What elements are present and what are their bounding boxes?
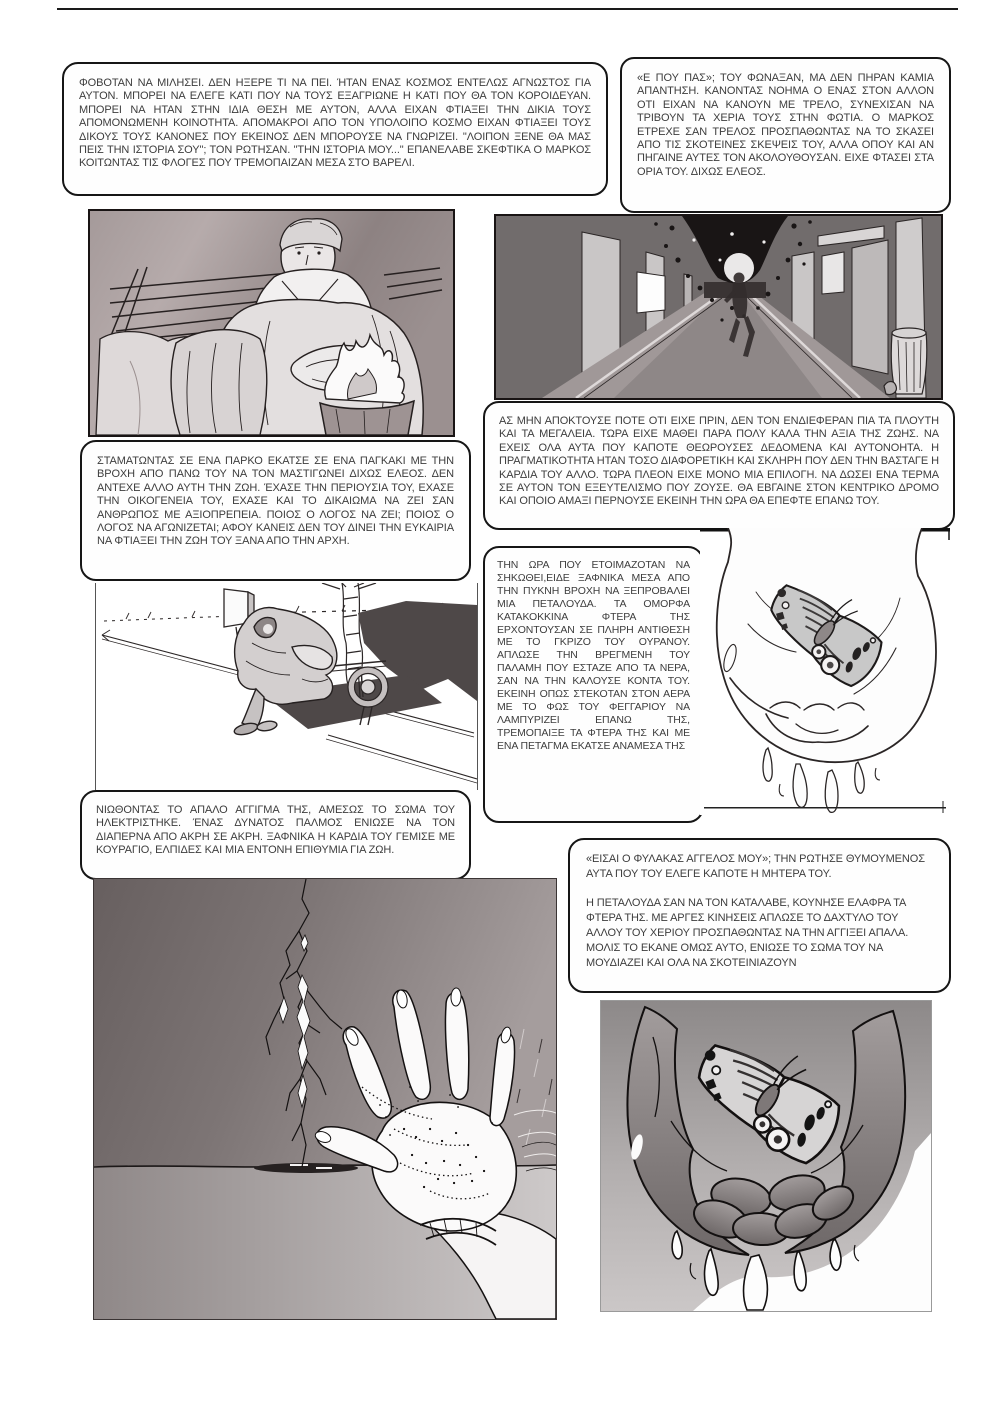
panel-hunched-on-bench <box>95 583 478 790</box>
caption-park-bench: ΣΤΑΜΑΤΩΝΤΑΣ ΣΕ ΕΝΑ ΠΑΡΚΟ ΕΚΑΤΣΕ ΣΕ ΕΝΑ ΠΑΓΚΑΚΙ ΜΕ ΤΗΝ ΒΡΟΧΗ ΑΠΟ ΠΑΝΩ ΤΟΥ ΝΑ ΤΟΝ ΜΑΣΤΙΓΩΝΕΙ ΔΙΧΩΣ ΕΛΕΟΣ. ΔΕΝ ΑΝΤΕΧΕ ΑΛΛΟ ΑΥΤΗ ΤΗΝ ΖΩΗ. ΈΧΑΣΕ ΤΗΝ ΠΕΡΙΟΥΣΙΑ ΤΟΥ, ΕΧΑΣΕ ΤΗΝ ΟΙΚΟΓΕΝΕΙΑ ΤΟΥ, ΕΧΑΣΕ ΚΑΙ ΤΟ ΔΙΚΑΙΩΜΑ ΝΑ ΖΕΙ ΣΑΝ ΑΝΘΡΩΠΟΣ ΜΕ ΑΞΙΟΠΡΕΠΕΙΑ. ΠΟΙΟΣ Ο ΛΟΓΟΣ ΝΑ ΖΕΙ; ΠΟΙΟΣ Ο ΛΟΓΟΣ ΝΑ ΑΓΩΝΙΖΕΤΑΙ; ΑΦΟΥ ΚΑΝΕΙΣ ΔΕΝ ΤΟΥ ΔΙΝΕΙ ΤΗΝ ΕΥΚΑΙΡΙΑ ΝΑ ΦΤΙΑΞΕΙ ΤΗΝ ΖΩΗ ΤΟΥ ΞΑΝΑ ΑΠΟ ΤΗΝ ΑΡΧΗ. <box>80 440 471 581</box>
panel-hands-closeup <box>600 1000 932 1312</box>
panel-dark-alley <box>494 214 943 400</box>
panel-frame-bottom <box>704 807 946 809</box>
lightning-hand-drawing <box>94 879 556 1319</box>
caption-guardian-angel <box>568 838 951 993</box>
guardian-angel-paragraph-2: Η ΠΕΤΑΛΟΥΔΑ ΣΑΝ ΝΑ ΤΟΝ ΚΑΤΑΛΑΒΕ, ΚΟΥΝΗΣΕ ΕΛΑΦΡΑ ΤΑ ΦΤΕΡΑ ΤΗΣ. ΜΕ ΑΡΓΕΣ ΚΙΝΗΣΕΙΣ ΑΠΛΩΣΕ ΤΟ ΔΑΧΤΥΛΟ ΤΟΥ ΑΛΛΟΥ ΤΟΥ ΧΕΡΙΟΥ ΠΡΟΣΠΑΘΩΝΤΑΣ ΝΑ ΤΗΝ ΑΓΓΙΞΕΙ ΑΠΑΛΑ. ΜΟΛΙΣ ΤΟ ΕΚΑΝΕ ΟΜΩΣ ΑΥΤΟ, ΕΝΙΩΣΕ ΤΟ ΣΩΜΑ ΤΟΥ ΝΑ ΜΟΥΔΙΑΖΕΙ ΚΑΙ ΟΛΑ ΝΑ ΣΚΟΤΕΙΝΙΑΖΟΥΝ <box>586 897 909 969</box>
caption-intro: ΦΟΒΟΤΑΝ ΝΑ ΜΙΛΗΣΕΙ. ΔΕΝ ΗΞΕΡΕ ΤΙ ΝΑ ΠΕΙ. ΉΤΑΝ ΕΝΑΣ ΚΟΣΜΟΣ ΕΝΤΕΛΩΣ ΑΓΝΩΣΤΟΣ ΓΙΑ ΑΥΤΟΝ. ΜΠΟΡΕΙ ΝΑ ΕΛΕΓΕ ΚΑΤΙ ΠΟΥ ΝΑ ΤΟΥΣ ΕΞΑΓΡΙΩΝΕ Η ΚΑΤΙ ΠΟΥ ΘΑ ΤΟΝ ΚΟΡΟΙΔΕΥΑΝ. ΜΠΟΡΕΙ ΝΑ ΗΤΑΝ ΣΤΗΝ ΙΔΙΑ ΘΕΣΗ ΜΕ ΑΥΤΟΝ, ΑΛΛΑ ΕΙΧΑΝ ΦΤΙΑΞΕΙ ΤΗΝ ΔΙΚΙΑ ΤΟΥΣ ΑΠΟΜΟΝΩΜΕΝΗ ΚΟΙΝΟΤΗΤΑ. ΑΠΟΜΑΚΡΟΙ ΑΠΟ ΤΟΝ ΥΠΟΛΟΙΠΟ ΚΟΣΜΟ ΕΙΧΑΝ ΦΤΙΑΞΕΙ ΤΟΥΣ ΔΙΚΟΥΣ ΤΟΥΣ ΚΑΝΟΝΕΣ ΠΟΥ ΕΚΕΙΝΟΣ ΔΕΝ ΜΠΟΡΟΥΣΕ ΝΑ ΓΝΩΡΙΖΕΙ. "ΛΟΙΠΟΝ ΞΕΝΕ ΘΑ ΜΑΣ ΠΕΙΣ ΤΗΝ ΙΣΤΟΡΙΑ ΣΟΥ"; ΤΟΝ ΡΩΤΗΣΑΝ. "ΤΗΝ ΙΣΤΟΡΙΑ ΜΟΥ..." ΕΠΑΝΕΛΑΒΕ ΣΚΕΦΤΙΚΑ Ο ΜΑΡΚΟΣ ΚΟΙΤΩΝΤΑΣ ΤΙΣ ΦΛΟΓΕΣ ΠΟΥ ΤΡΕΜΟΠΑΙΖΑΝ ΜΕΣΑ ΣΤΟ ΒΑΡΕΛΙ. <box>62 62 608 196</box>
hunched-figure-scene <box>96 583 477 790</box>
caption-electric-touch: ΝΙΩΘΟΝΤΑΣ ΤΟ ΑΠΑΛΟ ΑΓΓΙΓΜΑ ΤΗΣ, ΑΜΕΣΩΣ ΤΟ ΣΩΜΑ ΤΟΥ ΗΛΕΚΤΡΙΣΤΗΚΕ. ΈΝΑΣ ΔΥΝΑΤΟΣ ΠΑΛΜΟΣ ΕΝΙΩΣΕ ΝΑ ΤΟΝ ΔΙΑΠΕΡΝΑ ΑΠΟ ΑΚΡΗ ΣΕ ΑΚΡΗ. ΞΑΦΝΙΚΑ Η ΚΑΡΔΙΑ ΤΟΥ ΓΕΜΙΣΕ ΜΕ ΚΟΥΡΑΓΙΟ, ΕΛΠΙΔΕΣ ΚΑΙ ΜΙΑ ΕΝΤΟΝΗ ΕΠΙΘΥΜΙΑ ΓΙΑ ΖΩΗ. <box>80 790 471 880</box>
panel-butterfly-in-hand <box>700 528 955 815</box>
man-on-bench-drawing <box>90 211 453 435</box>
panel-man-on-bench <box>88 209 455 437</box>
panel-lightning-hand <box>93 878 557 1320</box>
page-top-border <box>57 8 958 10</box>
hands-closeup-drawing <box>601 1001 931 1311</box>
caption-butterfly-appears: ΤΗΝ ΩΡΑ ΠΟΥ ΕΤΟΙΜΑΖΟΤΑΝ ΝΑ ΣΗΚΩΘΕΙ,ΕΙΔΕ ΞΑΦΝΙΚΑ ΜΕΣΑ ΑΠΟ ΤΗΝ ΠΥΚΝΗ ΒΡΟΧΗ ΝΑ ΞΕΠΡΟΒΑΛΕΙ ΜΙΑ ΠΕΤΑΛΟΥΔΑ. ΤΑ ΟΜΟΡΦΑ ΚΑΤΑΚΟΚΚΙΝΑ ΦΤΕΡΑ ΤΗΣ ΕΡΧΟΝΤΟΥΣΑΝ ΣΕ ΠΛΗΡΗ ΑΝΤΙΘΕΣΗ ΜΕ ΤΟ ΓΚΡΙΖΟ ΤΟΥ ΟΥΡΑΝΟΥ. ΑΠΛΩΣΕ ΤΗΝ ΒΡΕΓΜΕΝΗ ΤΟΥ ΠΑΛΑΜΗ ΠΟΥ ΕΣΤΑΖΕ ΑΠΟ ΤΑ ΝΕΡΑ, ΣΑΝ ΝΑ ΤΗΝ ΚΑΛΟΥΣΕ ΚΟΝΤΑ ΤΟΥ. ΕΚΕΙΝΗ ΟΠΩΣ ΣΤΕΚΟΤΑΝ ΣΤΟΝ ΑΕΡΑ ΜΕ ΤΟ ΦΩΣ ΤΟΥ ΦΕΓΓΑΡΙΟΥ ΝΑ ΛΑΜΠΥΡΙΖΕΙ ΕΠΑΝΩ ΤΗΣ, ΤΡΕΜΟΠΑΙΞΕ ΤΑ ΦΤΕΡΑ ΤΗΣ ΚΑΙ ΜΕ ΕΝΑ ΠΕΤΑΓΜΑ ΕΚΑΤΣΕ ΑΝΑΜΕΣΑ ΤΗΣ <box>483 546 704 823</box>
butterfly-in-hand-drawing <box>700 528 955 815</box>
caption-chase: «Ε ΠΟΥ ΠΑΣ»; ΤΟΥ ΦΩΝΑΞΑΝ, ΜΑ ΔΕΝ ΠΗΡΑΝ ΚΑΜΙΑ ΑΠΑΝΤΗΣΗ. ΚΑΝΟΝΤΑΣ ΝΟΗΜΑ Ο ΕΝΑΣ ΣΤΟΝ ΑΛΛΟΝ ΟΤΙ ΕΙΧΑΝ ΝΑ ΚΑΝΟΥΝ ΜΕ ΤΡΕΛΟ, ΣΥΝΕΧΙΣΑΝ ΝΑ ΤΡΙΒΟΥΝ ΤΑ ΧΕΡΙΑ ΤΟΥΣ ΣΤΗΝ ΦΩΤΙΑ. Ο ΜΑΡΚΟΣ ΕΤΡΕΧΕ ΣΑΝ ΤΡΕΛΟΣ ΠΡΟΣΠΑΘΩΝΤΑΣ ΝΑ ΤΟ ΣΚΑΣΕΙ ΑΠΟ ΤΙΣ ΣΚΟΤΕΙΝΕΣ ΣΚΕΨΕΙΣ ΤΟΥ, ΑΛΛΑ ΟΠΟΥ ΚΑΙ ΑΝ ΠΗΓΑΙΝΕ ΑΥΤΕΣ ΤΟΝ ΑΚΟΛΟΥΘΟΥΣΑΝ. ΕΙΧΕ ΦΤΑΣΕΙ ΣΤΑ ΟΡΙΑ ΤΟΥ. ΔΙΧΩΣ ΕΛΕΟΣ. <box>620 57 951 213</box>
dark-alley-drawing <box>496 216 941 398</box>
guardian-angel-paragraph-1: «ΕΙΣΑΙ Ο ΦΥΛΑΚΑΣ ΑΓΓΕΛΟΣ ΜΟΥ»; ΤΗΝ ΡΩΤΗΣΕ ΘΥΜΟΥΜΕΝΟΣ ΑΥΤΑ ΠΟΥ ΤΟΥ ΕΛΕΓΕ ΚΑΠΟΤΕ Η ΜΗΤΕΡΑ ΤΟΥ. <box>586 853 925 880</box>
caption-resolution: ΑΣ ΜΗΝ ΑΠΟΚΤΟΥΣΕ ΠΟΤΕ ΟΤΙ ΕΙΧΕ ΠΡΙΝ, ΔΕΝ ΤΟΝ ΕΝΔΙΕΦΕΡΑΝ ΠΙΑ ΤΑ ΠΛΟΥΤΗ ΚΑΙ ΤΑ ΜΕΓΑΛΕΙΑ. ΤΩΡΑ ΕΙΧΕ ΜΑΘΕΙ ΠΑΡΑ ΠΟΛΥ ΚΑΛΑ ΤΗΝ ΑΞΙΑ ΤΗΣ ΖΩΗΣ. ΝΑ ΕΧΕΙΣ ΟΛΑ ΑΥΤΑ ΠΟΥ ΚΑΠΟΤΕ ΘΕΩΡΟΥΣΕΣ ΔΕΔΟΜΕΝΑ ΚΑΙ ΑΥΤΟΝΟΗΤΑ. Η ΠΡΑΓΜΑΤΙΚΟΤΗΤΑ ΗΤΑΝ ΤΟΣΟ ΔΙΑΦΟΡΕΤΙΚΗ ΚΑΙ ΣΚΛΗΡΗ ΠΟΥ ΔΕΝ ΤΗΝ ΒΑΣΤΑΓΕ Η ΚΑΡΔΙΑ ΤΟΥ ΑΛΛΟ. ΤΩΡΑ ΠΛΕΟΝ ΕΙΧΕ ΜΟΝΟ ΜΙΑ ΕΠΙΛΟΓΗ. ΝΑ ΔΩΣΕΙ ΕΝΑ ΤΕΡΜΑ ΣΕ ΑΥΤΟΝ ΤΟΝ ΕΞΕΥΤΕΛΙΣΜΟ ΠΟΥ ΖΟΥΣΕ. ΘΑ ΕΒΓΑΙΝΕ ΣΤΟΝ ΚΕΝΤΡΙΚΟ ΔΡΟΜΟ ΚΑΙ ΟΠΟΙΟ ΑΜΑΞΙ ΠΕΡΝΟΥΣΕ ΕΚΕΙΝΗ ΤΗΝ ΩΡΑ ΘΑ ΕΠΕΦΤΕ ΕΠΑΝΩ ΤΟΥ. <box>483 401 955 530</box>
